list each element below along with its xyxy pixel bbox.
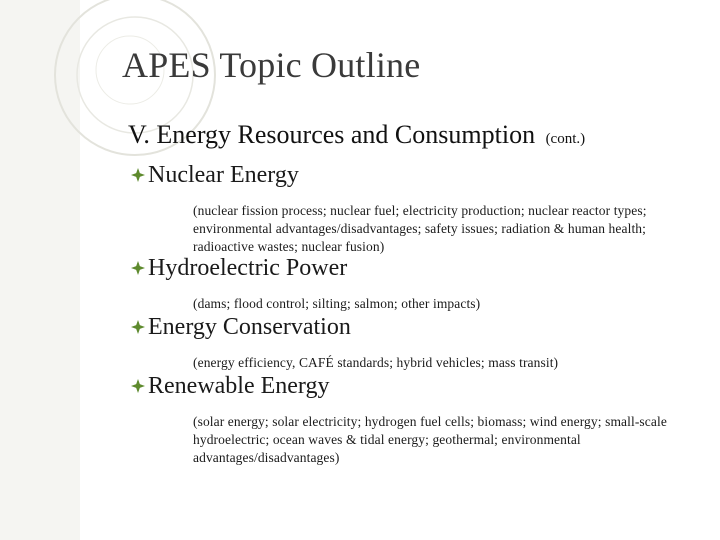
- topic-hydroelectric-power: [130, 253, 690, 313]
- slide-subtitle: [128, 120, 585, 150]
- topic-detail: (nuclear fission process; nuclear fuel; electricity production; nuclear reactor types; environmental advantages/disadvantages; safety issues; radiation & human health; radioactive wastes; nuclear fusion): [193, 203, 647, 254]
- diamond-bullet-icon: [130, 378, 146, 394]
- topic-energy-conservation: [130, 312, 690, 372]
- topic-heading: Energy Conservation: [148, 313, 351, 340]
- diamond-bullet-icon: [130, 167, 146, 183]
- topic-detail: (solar energy; solar electricity; hydrogen fuel cells; biomass; wind energy; small-scale hydroelectric; ocean waves & tidal energy; geothermal; environmental advantages/disadvantages): [193, 414, 667, 465]
- topic-heading-line: [130, 312, 690, 342]
- topic-heading: Nuclear Energy: [148, 161, 299, 188]
- topic-heading-line: [130, 160, 690, 190]
- topic-nuclear-energy: [130, 160, 690, 256]
- topic-heading: Hydroelectric Power: [148, 254, 348, 281]
- diamond-bullet-icon: [130, 319, 146, 335]
- diamond-bullet-icon: [130, 260, 146, 276]
- topic-detail: (dams; flood control; silting; salmon; other impacts): [193, 296, 481, 311]
- subtitle-suffix: (cont.): [545, 131, 586, 147]
- slide-title: APES Topic Outline: [122, 45, 421, 85]
- topic-heading-line: [130, 253, 690, 283]
- topic-detail: (energy efficiency, CAFÉ standards; hybrid vehicles; mass transit): [193, 355, 559, 370]
- subtitle-text: V. Energy Resources and Consumption: [128, 120, 536, 149]
- topic-heading-line: [130, 371, 690, 401]
- left-margin-band: [0, 0, 80, 540]
- topic-renewable-energy: [130, 371, 690, 467]
- topic-heading: Renewable Energy: [148, 372, 330, 399]
